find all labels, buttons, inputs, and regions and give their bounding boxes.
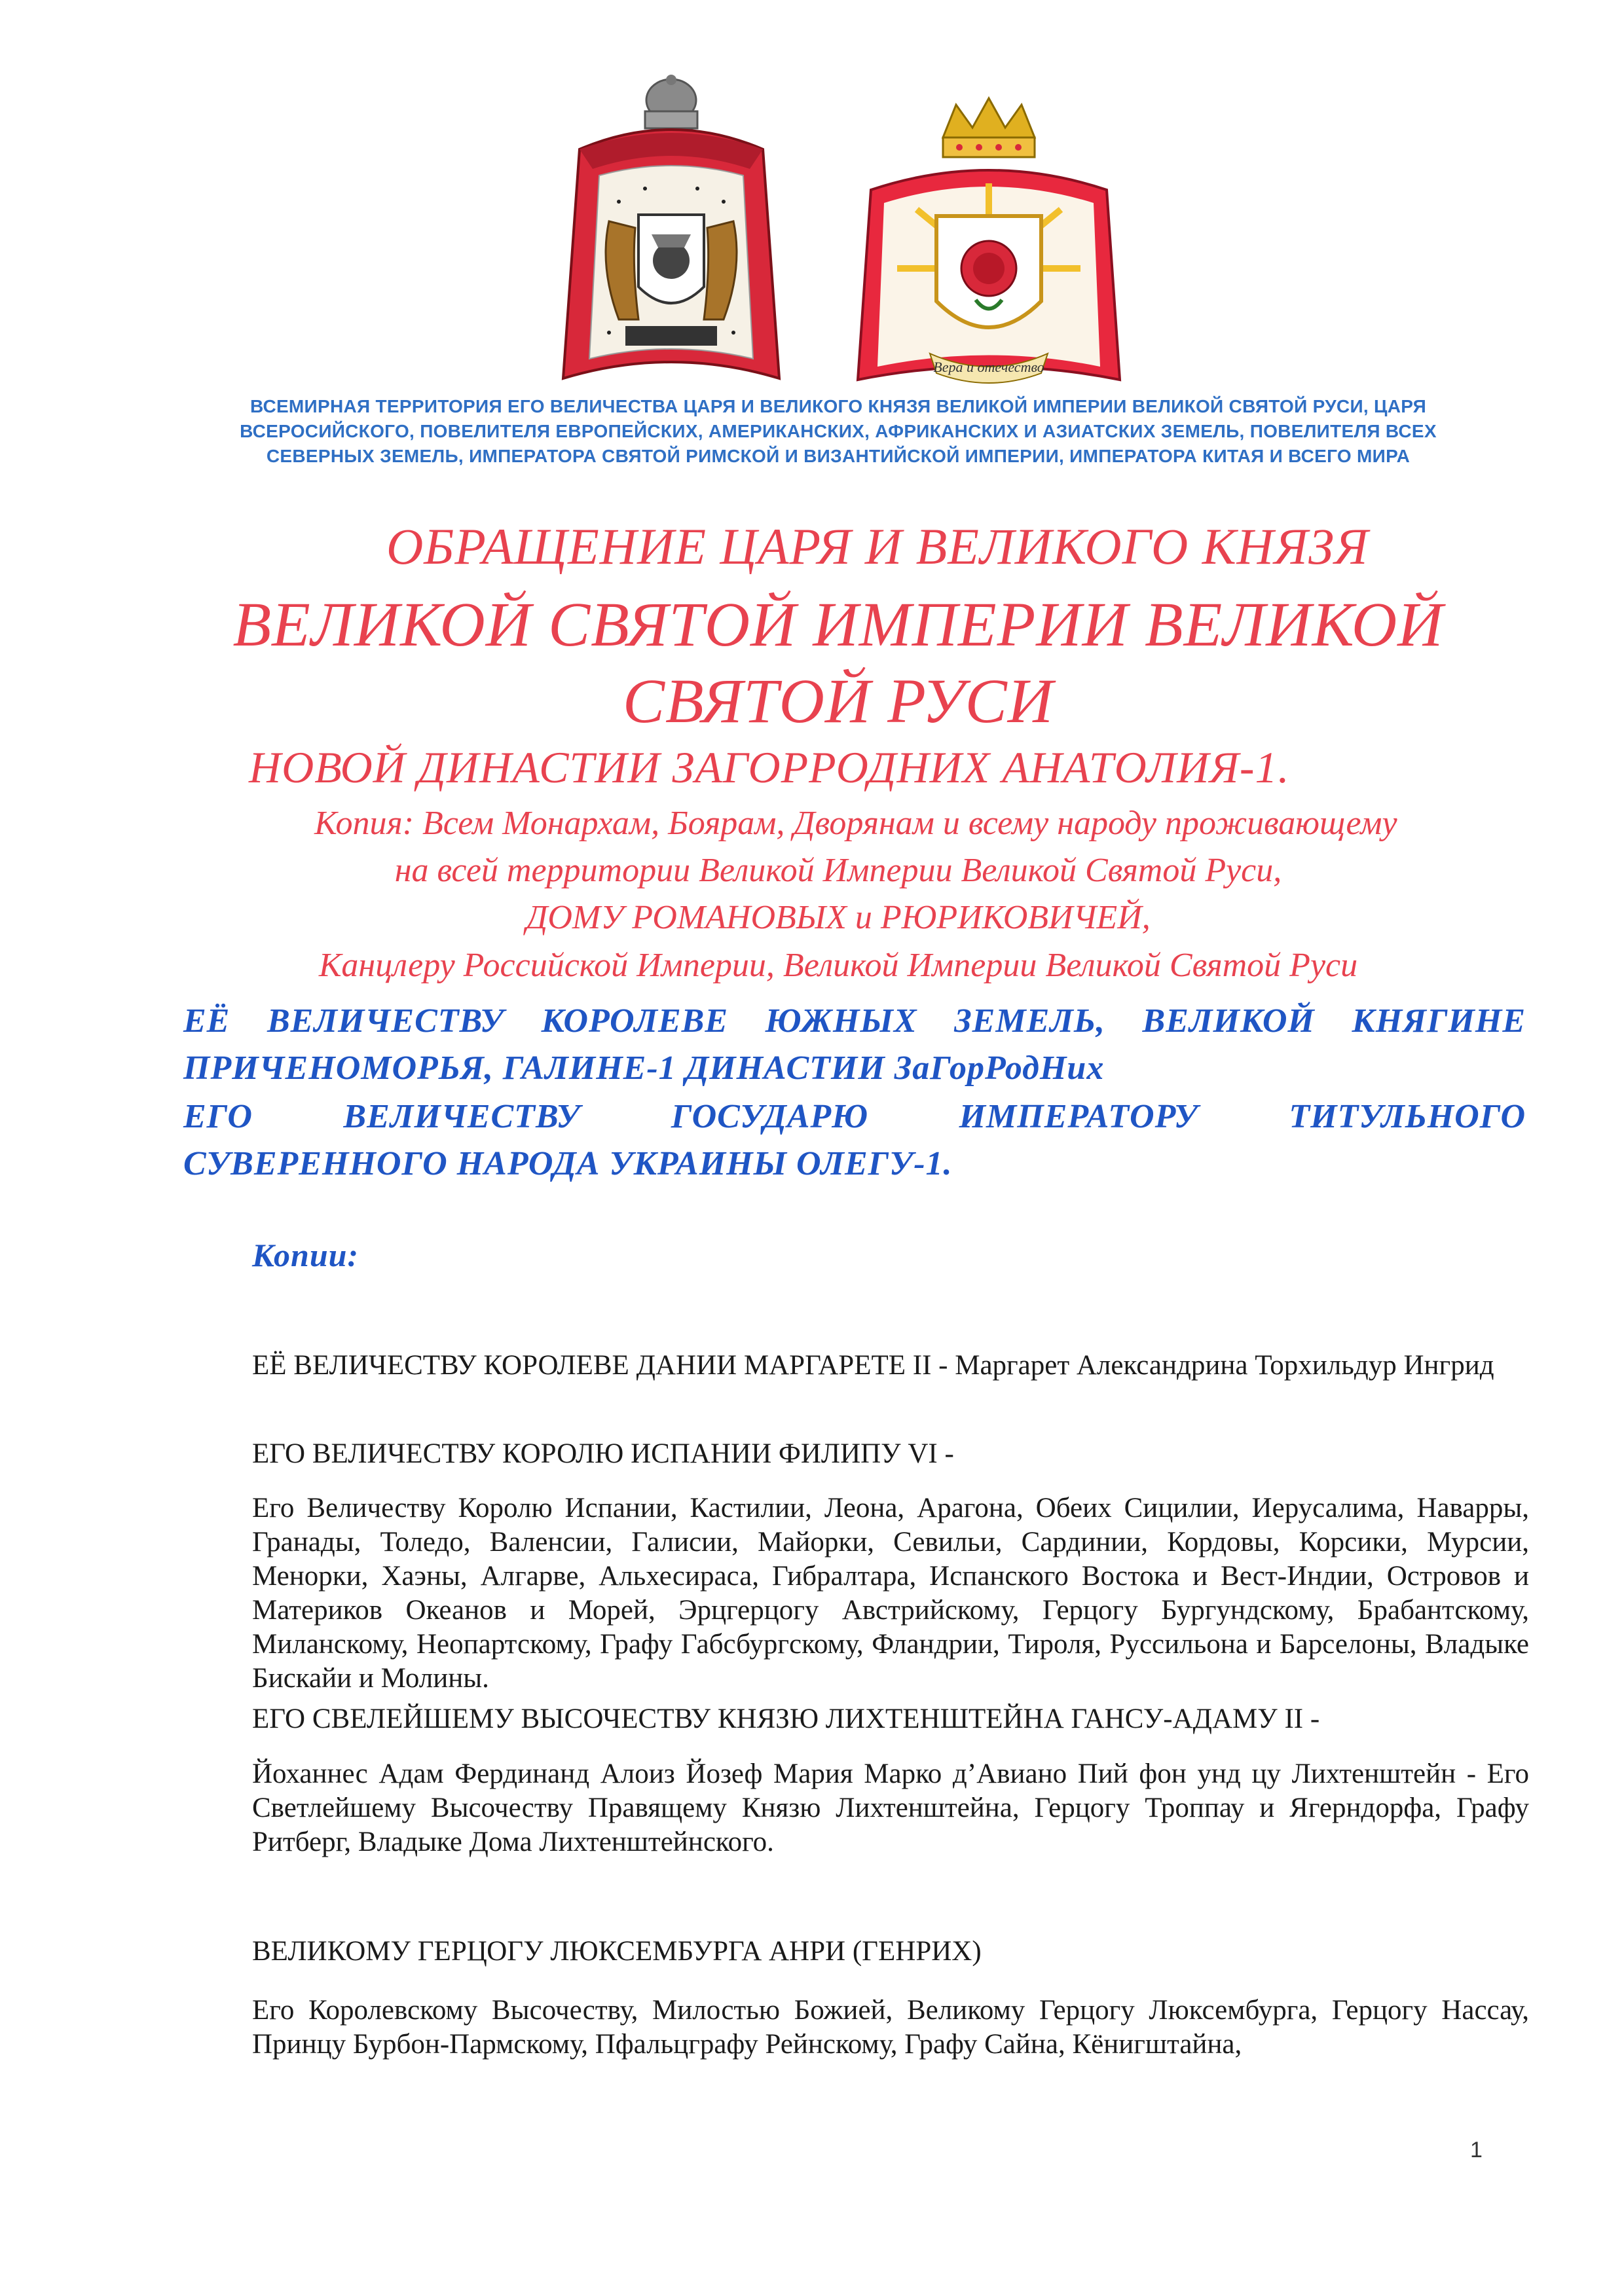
word: ГОСУДАРЮ <box>671 1098 869 1135</box>
addressee-emperor-line: СУВЕРЕННОГО НАРОДА УКРАИНЫ ОЛЕГУ-1. <box>183 1145 953 1182</box>
copy-recipients-line: Канцлеру Российской Империи, Великой Империи Великой Святой Руси <box>318 947 1358 984</box>
coat-of-arms-left-icon <box>553 71 789 398</box>
word: ТИТУЛЬНОГО <box>1289 1098 1526 1135</box>
dynasty-line: НОВОЙ ДИНАСТИИ ЗАГОРРОДНИХ АНАТОЛИЯ-1. <box>249 742 1290 792</box>
paragraph-spain-titles: Его Величеству Королю Испании, Кастилии, Леона, Арагона, Обеих Сицилии, Иерусалима, Наварры, Гранады, Толедо, Валенсии, Галисии, Майорки, Севильи, Сардинии, Кордовы, Корсики, Мурсии, Менорки, Хаэны, Алгарве, Альхесираса, Гибралтара, Испанского Востока и Вест-Индии, Островов и Материков Океанов и Морей, Эрцгерцогу Австрийскому, Герцогу Бургундскому, Брабантскому, Миланскому, Неопартскому, Графу Габсбургскому, Фландрии, Тироля, Руссильона и Барселоны, Владыке Бискайи и Молины. <box>252 1493 1529 1694</box>
title-line: СВЯТОЙ РУСИ <box>622 666 1054 736</box>
title-line: ВЕЛИКОЙ СВЯТОЙ ИМПЕРИИ ВЕЛИКОЙ <box>232 589 1444 659</box>
paragraph-denmark: ЕЁ ВЕЛИЧЕСТВУ КОРОЛЕВЕ ДАНИИ МАРГАРЕТЕ II - Маргарет Александрина Торхильдур Ингрид <box>252 1350 1494 1381</box>
paragraph-spain-heading: ЕГО ВЕЛИЧЕСТВУ КОРОЛЮ ИСПАНИИ ФИЛИПУ VI - <box>252 1438 954 1469</box>
word: ЮЖНЫХ <box>765 1002 917 1040</box>
copy-recipients-line: ДОМУ РОМАНОВЫХ и РЮРИКОВИЧЕЙ, <box>526 899 1151 936</box>
coat-of-arms-right-icon <box>845 92 1133 393</box>
word: ЕЁ <box>183 1002 231 1040</box>
page-number: 1 <box>1470 2138 1483 2162</box>
territory-line: ВСЕМИРНАЯ ТЕРРИТОРИЯ ЕГО ВЕЛИЧЕСТВА ЦАРЯ И ВЕЛИКОГО КНЯЗЯ ВЕЛИКОЙ ИМПЕРИИ ВЕЛИКОЙ СВЯТОЙ РУСИ, ЦАРЯ <box>249 396 1427 416</box>
emblem-motto: Вера и отечество <box>933 359 1044 375</box>
addressee-emperor-line <box>183 1097 1526 1136</box>
addressee-queen-line <box>183 1002 1526 1040</box>
word: КОРОЛЕВЕ <box>541 1002 729 1040</box>
addressee-queen-line: ПРИЧЕНОМОРЬЯ, ГАЛИНЕ-1 ДИНАСТИИ ЗаГорРодНих <box>183 1049 1105 1087</box>
territory-line: ВСЕРОСИЙСКОГО, ПОВЕЛИТЕЛЯ ЕВРОПЕЙСКИХ, АМЕРИКАНСКИХ, АФРИКАНСКИХ И АЗИАТСКИХ ЗЕМЕЛЬ, ПОВЕЛИТЕЛЯ ВСЕХ <box>240 421 1437 441</box>
paragraph-luxembourg-heading: ВЕЛИКОМУ ГЕРЦОГУ ЛЮКСЕМБУРГА АНРИ (ГЕНРИХ) <box>252 1936 982 1967</box>
word: КНЯГИНЕ <box>1352 1002 1526 1040</box>
paragraph-luxembourg-titles: Его Королевскому Высочеству, Милостью Божией, Великому Герцогу Люксембурга, Герцогу Нассау, Принцу Бурбон-Пармскому, Пфальцграфу Рейнскому, Графу Сайна, Кёнигштайна, <box>252 1995 1529 2060</box>
paragraph-liechtenstein-titles: Йоханнес Адам Фердинанд Алоиз Йозеф Мария Марко д’Авиано Пий фон унд цу Лихтенштейн - Его Светлейшему Высочеству Правящему Князю Лихтенштейна, Герцогу Троппау и Ягерндорфа, Графу Ритберг, Владыке Дома Лихтенштейнского. <box>252 1758 1529 1857</box>
word: ВЕЛИЧЕСТВУ <box>343 1098 581 1135</box>
paragraph-liechtenstein-heading: ЕГО СВЕЛЕЙШЕМУ ВЫСОЧЕСТВУ КНЯЗЮ ЛИХТЕНШТЕЙНА ГАНСУ-АДАМУ II - <box>252 1704 1320 1734</box>
territory-line: СЕВЕРНЫХ ЗЕМЕЛЬ, ИМПЕРАТОРА СВЯТОЙ РИМСКОЙ И ВИЗАНТИЙСКОЙ ИМПЕРИИ, ИМПЕРАТОРА КИТАЯ И ВСЕГО МИРА <box>266 446 1411 466</box>
word: ВЕЛИЧЕСТВУ <box>267 1002 504 1040</box>
copy-recipients-line: на всей территории Великой Империи Великой Святой Руси, <box>394 852 1282 889</box>
copy-recipients-line: Копия: Всем Монархам, Боярам, Дворянам и всему народу проживающему <box>314 805 1397 842</box>
word: ИМПЕРАТОРУ <box>959 1098 1198 1135</box>
territory-header <box>157 394 1519 469</box>
copies-heading: Копии: <box>252 1237 360 1273</box>
word: ЕГО <box>183 1098 253 1135</box>
word: ВЕЛИКОЙ <box>1142 1002 1315 1040</box>
word: ЗЕМЕЛЬ, <box>954 1002 1105 1040</box>
title-line: ОБРАЩЕНИЕ ЦАРЯ И ВЕЛИКОГО КНЯЗЯ <box>386 518 1369 575</box>
